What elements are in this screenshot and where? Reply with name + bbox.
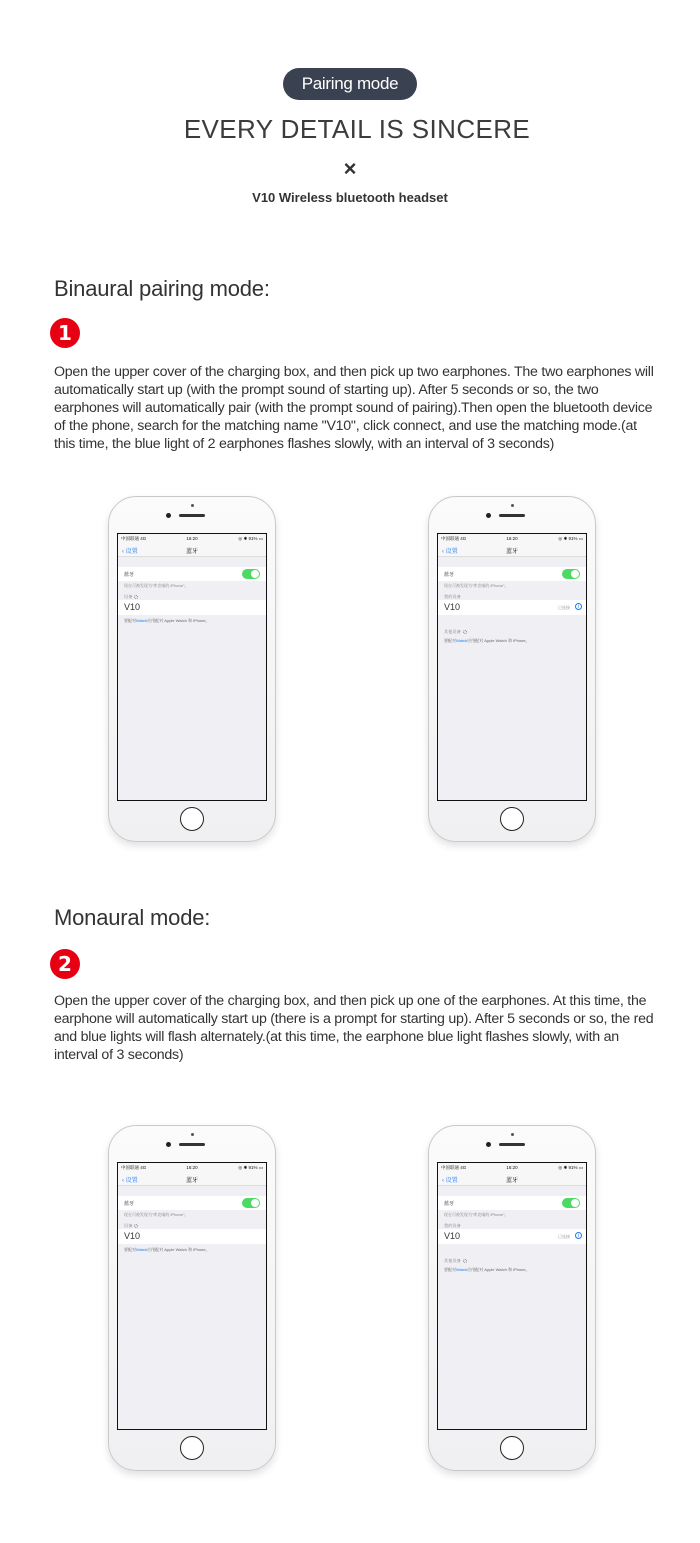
back-button[interactable]: ‹ 设置 bbox=[122, 1178, 138, 1184]
battery-icon: ◎ ✱ 91% ▭ bbox=[558, 536, 583, 541]
watch-note: 要配对Watch应用配对 Apple Watch 和 iPhone。 bbox=[124, 1247, 210, 1252]
watch-note: 要配对Watch应用配对 Apple Watch 和 iPhone。 bbox=[444, 638, 530, 643]
device-row-v10[interactable] bbox=[438, 1229, 586, 1244]
section-title-monaural: Monaural mode: bbox=[54, 905, 211, 930]
battery-icon: ◎ ✱ 91% ▭ bbox=[238, 1165, 263, 1170]
bluetooth-label: 蓝牙 bbox=[124, 1201, 135, 1207]
bluetooth-label: 蓝牙 bbox=[444, 572, 455, 578]
back-button[interactable]: ‹ 设置 bbox=[122, 549, 138, 555]
spinner-icon bbox=[134, 1224, 138, 1228]
clock-label: 16:20 bbox=[186, 1165, 198, 1170]
home-button bbox=[500, 1436, 524, 1460]
step-badge-1: 1 bbox=[50, 318, 80, 348]
phone-sensor bbox=[191, 504, 194, 507]
other-devices-header: 其他设备 bbox=[438, 625, 586, 635]
device-name: V10 bbox=[444, 1231, 461, 1241]
nav-bar bbox=[438, 1172, 586, 1186]
phone-sensor bbox=[511, 1133, 514, 1136]
bluetooth-toggle[interactable] bbox=[242, 1198, 260, 1208]
watch-note: 要配对Watch应用配对 Apple Watch 和 iPhone。 bbox=[444, 1267, 530, 1272]
discoverable-hint: 现在可被发现为"库克喵的 iPhone"。 bbox=[444, 583, 509, 588]
phone-sensor bbox=[511, 504, 514, 507]
cross-icon: × bbox=[343, 156, 357, 181]
battery-icon: ◎ ✱ 91% ▭ bbox=[558, 1165, 583, 1170]
discoverable-hint: 现在可被发现为"库克喵的 iPhone"。 bbox=[444, 1212, 509, 1217]
connected-label: 已连接 bbox=[558, 1234, 570, 1239]
my-devices-header: 我的设备 bbox=[444, 594, 461, 599]
discoverable-hint: 现在可被发现为"库克喵的 iPhone"。 bbox=[124, 583, 189, 588]
carrier-label: 中国联通 4G bbox=[441, 536, 467, 541]
camera-icon bbox=[486, 513, 491, 518]
connected-label: 已连接 bbox=[558, 605, 570, 610]
speaker-icon bbox=[179, 514, 205, 517]
carrier-label: 中国联通 4G bbox=[121, 536, 147, 541]
phone-mockup-searching bbox=[108, 1125, 276, 1471]
other-devices-header: 其他设备 bbox=[438, 1254, 586, 1264]
clock-label: 16:20 bbox=[186, 536, 198, 541]
devices-header: 设备 bbox=[118, 1219, 266, 1229]
camera-icon bbox=[166, 1142, 171, 1147]
nav-bar bbox=[118, 1172, 266, 1186]
phone-mockup-connected bbox=[428, 1125, 596, 1471]
back-button[interactable]: ‹ 设置 bbox=[442, 1178, 458, 1184]
my-devices-header: 我的设备 bbox=[444, 1223, 461, 1228]
page-headline: EVERY DETAIL IS SINCERE bbox=[183, 114, 531, 144]
device-name: V10 bbox=[124, 1231, 141, 1241]
phone-mockup-searching bbox=[108, 496, 276, 842]
devices-header: 设备 bbox=[118, 590, 266, 600]
discoverable-hint: 现在可被发现为"库克喵的 iPhone"。 bbox=[124, 1212, 189, 1217]
battery-icon: ◎ ✱ 91% ▭ bbox=[238, 536, 263, 541]
nav-title: 蓝牙 bbox=[505, 549, 518, 555]
device-row-v10[interactable] bbox=[118, 1229, 266, 1244]
device-row-v10[interactable] bbox=[118, 600, 266, 615]
status-bar bbox=[438, 1163, 586, 1172]
bluetooth-row bbox=[118, 567, 266, 581]
phone-mockup-connected bbox=[428, 496, 596, 842]
info-icon[interactable]: i bbox=[575, 1232, 582, 1239]
speaker-icon bbox=[179, 1143, 205, 1146]
speaker-icon bbox=[499, 514, 525, 517]
watch-note: 要配对Watch应用配对 Apple Watch 和 iPhone。 bbox=[124, 618, 210, 623]
home-button bbox=[500, 807, 524, 831]
bluetooth-row bbox=[438, 567, 586, 581]
status-bar bbox=[118, 534, 266, 543]
bluetooth-toggle[interactable] bbox=[562, 569, 580, 579]
device-name: V10 bbox=[124, 602, 141, 612]
section-text-binaural: Open the upper cover of the charging box, and then pick up two earphones. The two earphones will automatically start up (with the prompt sound of starting up). After 5 seconds or so, the two earphones will automatically pair (with the prompt sound of pairing).Then open the bluetooth device of the phone, search for the matching name "V10", click connect, and use the matching mode.(at this time, the blue light of 2 earphones flashes slowly, with an interval of 3 seconds) bbox=[54, 364, 654, 452]
step-badge-2: 2 bbox=[50, 949, 80, 979]
pairing-mode-pill: Pairing mode bbox=[283, 68, 417, 100]
phone-sensor bbox=[191, 1133, 194, 1136]
product-subhead: V10 Wireless bluetooth headset bbox=[252, 190, 448, 205]
bluetooth-row bbox=[438, 1196, 586, 1210]
nav-bar bbox=[438, 543, 586, 557]
phone-screen bbox=[117, 1162, 267, 1430]
clock-label: 16:20 bbox=[506, 536, 518, 541]
status-bar bbox=[438, 534, 586, 543]
bluetooth-label: 蓝牙 bbox=[444, 1201, 455, 1207]
home-button bbox=[180, 807, 204, 831]
info-icon[interactable]: i bbox=[575, 603, 582, 610]
nav-title: 蓝牙 bbox=[185, 1178, 198, 1184]
status-bar bbox=[118, 1163, 266, 1172]
clock-label: 16:20 bbox=[506, 1165, 518, 1170]
back-button[interactable]: ‹ 设置 bbox=[442, 549, 458, 555]
carrier-label: 中国联通 4G bbox=[121, 1165, 147, 1170]
carrier-label: 中国联通 4G bbox=[441, 1165, 467, 1170]
home-button bbox=[180, 1436, 204, 1460]
phone-screen bbox=[117, 533, 267, 801]
camera-icon bbox=[486, 1142, 491, 1147]
bluetooth-toggle[interactable] bbox=[562, 1198, 580, 1208]
section-text-monaural: Open the upper cover of the charging box, and then pick up one of the earphones. At this time, the earphone will automatically start up (there is a prompt for starting up). After 5 seconds or so, the red and blue lights will flash alternately.(at this time, the earphone blue light flashes slowly, with an interval of 3 seconds) bbox=[54, 993, 654, 1063]
section-title-binaural: Binaural pairing mode: bbox=[54, 276, 270, 301]
phone-screen bbox=[437, 533, 587, 801]
spinner-icon bbox=[134, 595, 138, 599]
camera-icon bbox=[166, 513, 171, 518]
speaker-icon bbox=[499, 1143, 525, 1146]
bluetooth-row bbox=[118, 1196, 266, 1210]
device-name: V10 bbox=[444, 602, 461, 612]
spinner-icon bbox=[463, 630, 467, 634]
phone-screen bbox=[437, 1162, 587, 1430]
nav-title: 蓝牙 bbox=[505, 1178, 518, 1184]
bluetooth-toggle[interactable] bbox=[242, 569, 260, 579]
device-row-v10[interactable] bbox=[438, 600, 586, 615]
bluetooth-label: 蓝牙 bbox=[124, 572, 135, 578]
spinner-icon bbox=[463, 1259, 467, 1263]
nav-bar bbox=[118, 543, 266, 557]
nav-title: 蓝牙 bbox=[185, 549, 198, 555]
